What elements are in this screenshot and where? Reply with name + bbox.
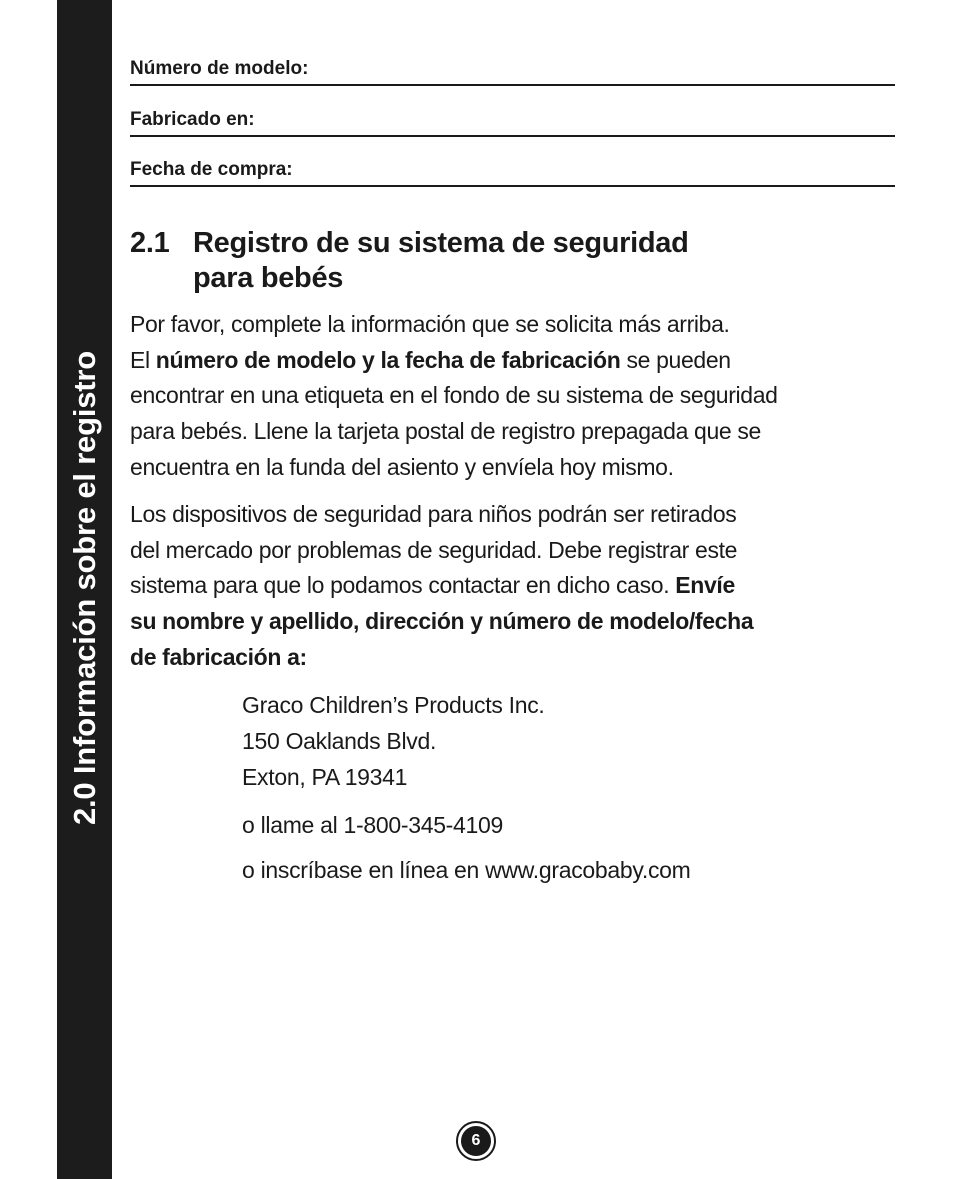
purchase-date-field: [130, 159, 895, 187]
paragraph-line: [130, 640, 900, 676]
section-title-line1: Registro de su sistema de seguridad: [193, 227, 689, 259]
bold-text: su nombre y apellido, dirección y número de modelo/fecha: [130, 608, 754, 635]
address-company: Graco Children’s Products Inc.: [242, 692, 545, 718]
section-number: 2.1: [130, 227, 170, 259]
made-in-label: Fabricado en:: [130, 109, 255, 130]
paragraph-line: [130, 568, 900, 604]
paragraph-line: encuentra en la funda del asiento y envíela hoy mismo.: [130, 453, 674, 480]
section-title-line2: para bebés: [193, 262, 344, 294]
page-number-badge: [456, 1121, 496, 1161]
mailing-address: [242, 687, 545, 795]
sidebar-title: 2.0 Información sobre el registro: [67, 350, 102, 826]
purchase-date-label: Fecha de compra:: [130, 159, 293, 180]
paragraph-line: Los dispositivos de seguridad para niños podrán ser retirados: [130, 501, 737, 527]
paragraph-line: del mercado por problemas de seguridad. Debe registrar este: [130, 536, 738, 563]
paragraph-line: [130, 604, 900, 640]
model-number-field: [130, 58, 895, 86]
bold-text: número de modelo y la fecha de fabricación: [155, 346, 621, 373]
model-number-label: Número de modelo:: [130, 58, 309, 79]
text-run: sistema para que lo podamos contactar en dicho caso.: [130, 572, 676, 599]
bold-text: Envíe: [675, 572, 735, 599]
paragraph-line: para bebés. Llene la tarjeta postal de registro prepagada que se: [130, 418, 762, 445]
section-heading: [130, 226, 850, 296]
phone-contact: o llame al 1-800-345-4109: [242, 812, 504, 838]
paragraph-line: Por favor, complete la información que se solicita más arriba.: [130, 311, 730, 337]
recall-paragraph: [130, 497, 900, 676]
paragraph-line: encontrar en una etiqueta en el fondo de su sistema de seguridad: [130, 382, 778, 409]
bold-text: de fabricación a:: [130, 643, 307, 670]
page-number: 6: [461, 1126, 491, 1156]
made-in-field: [130, 109, 895, 137]
address-city: Exton, PA 19341: [242, 764, 408, 790]
address-street: 150 Oaklands Blvd.: [242, 728, 437, 754]
text-run: se pueden: [620, 346, 731, 373]
paragraph-line: [130, 343, 900, 379]
text-run: El: [130, 346, 156, 373]
registration-paragraph: [130, 307, 900, 486]
online-registration: o inscríbase en línea en www.gracobaby.com: [242, 857, 691, 883]
